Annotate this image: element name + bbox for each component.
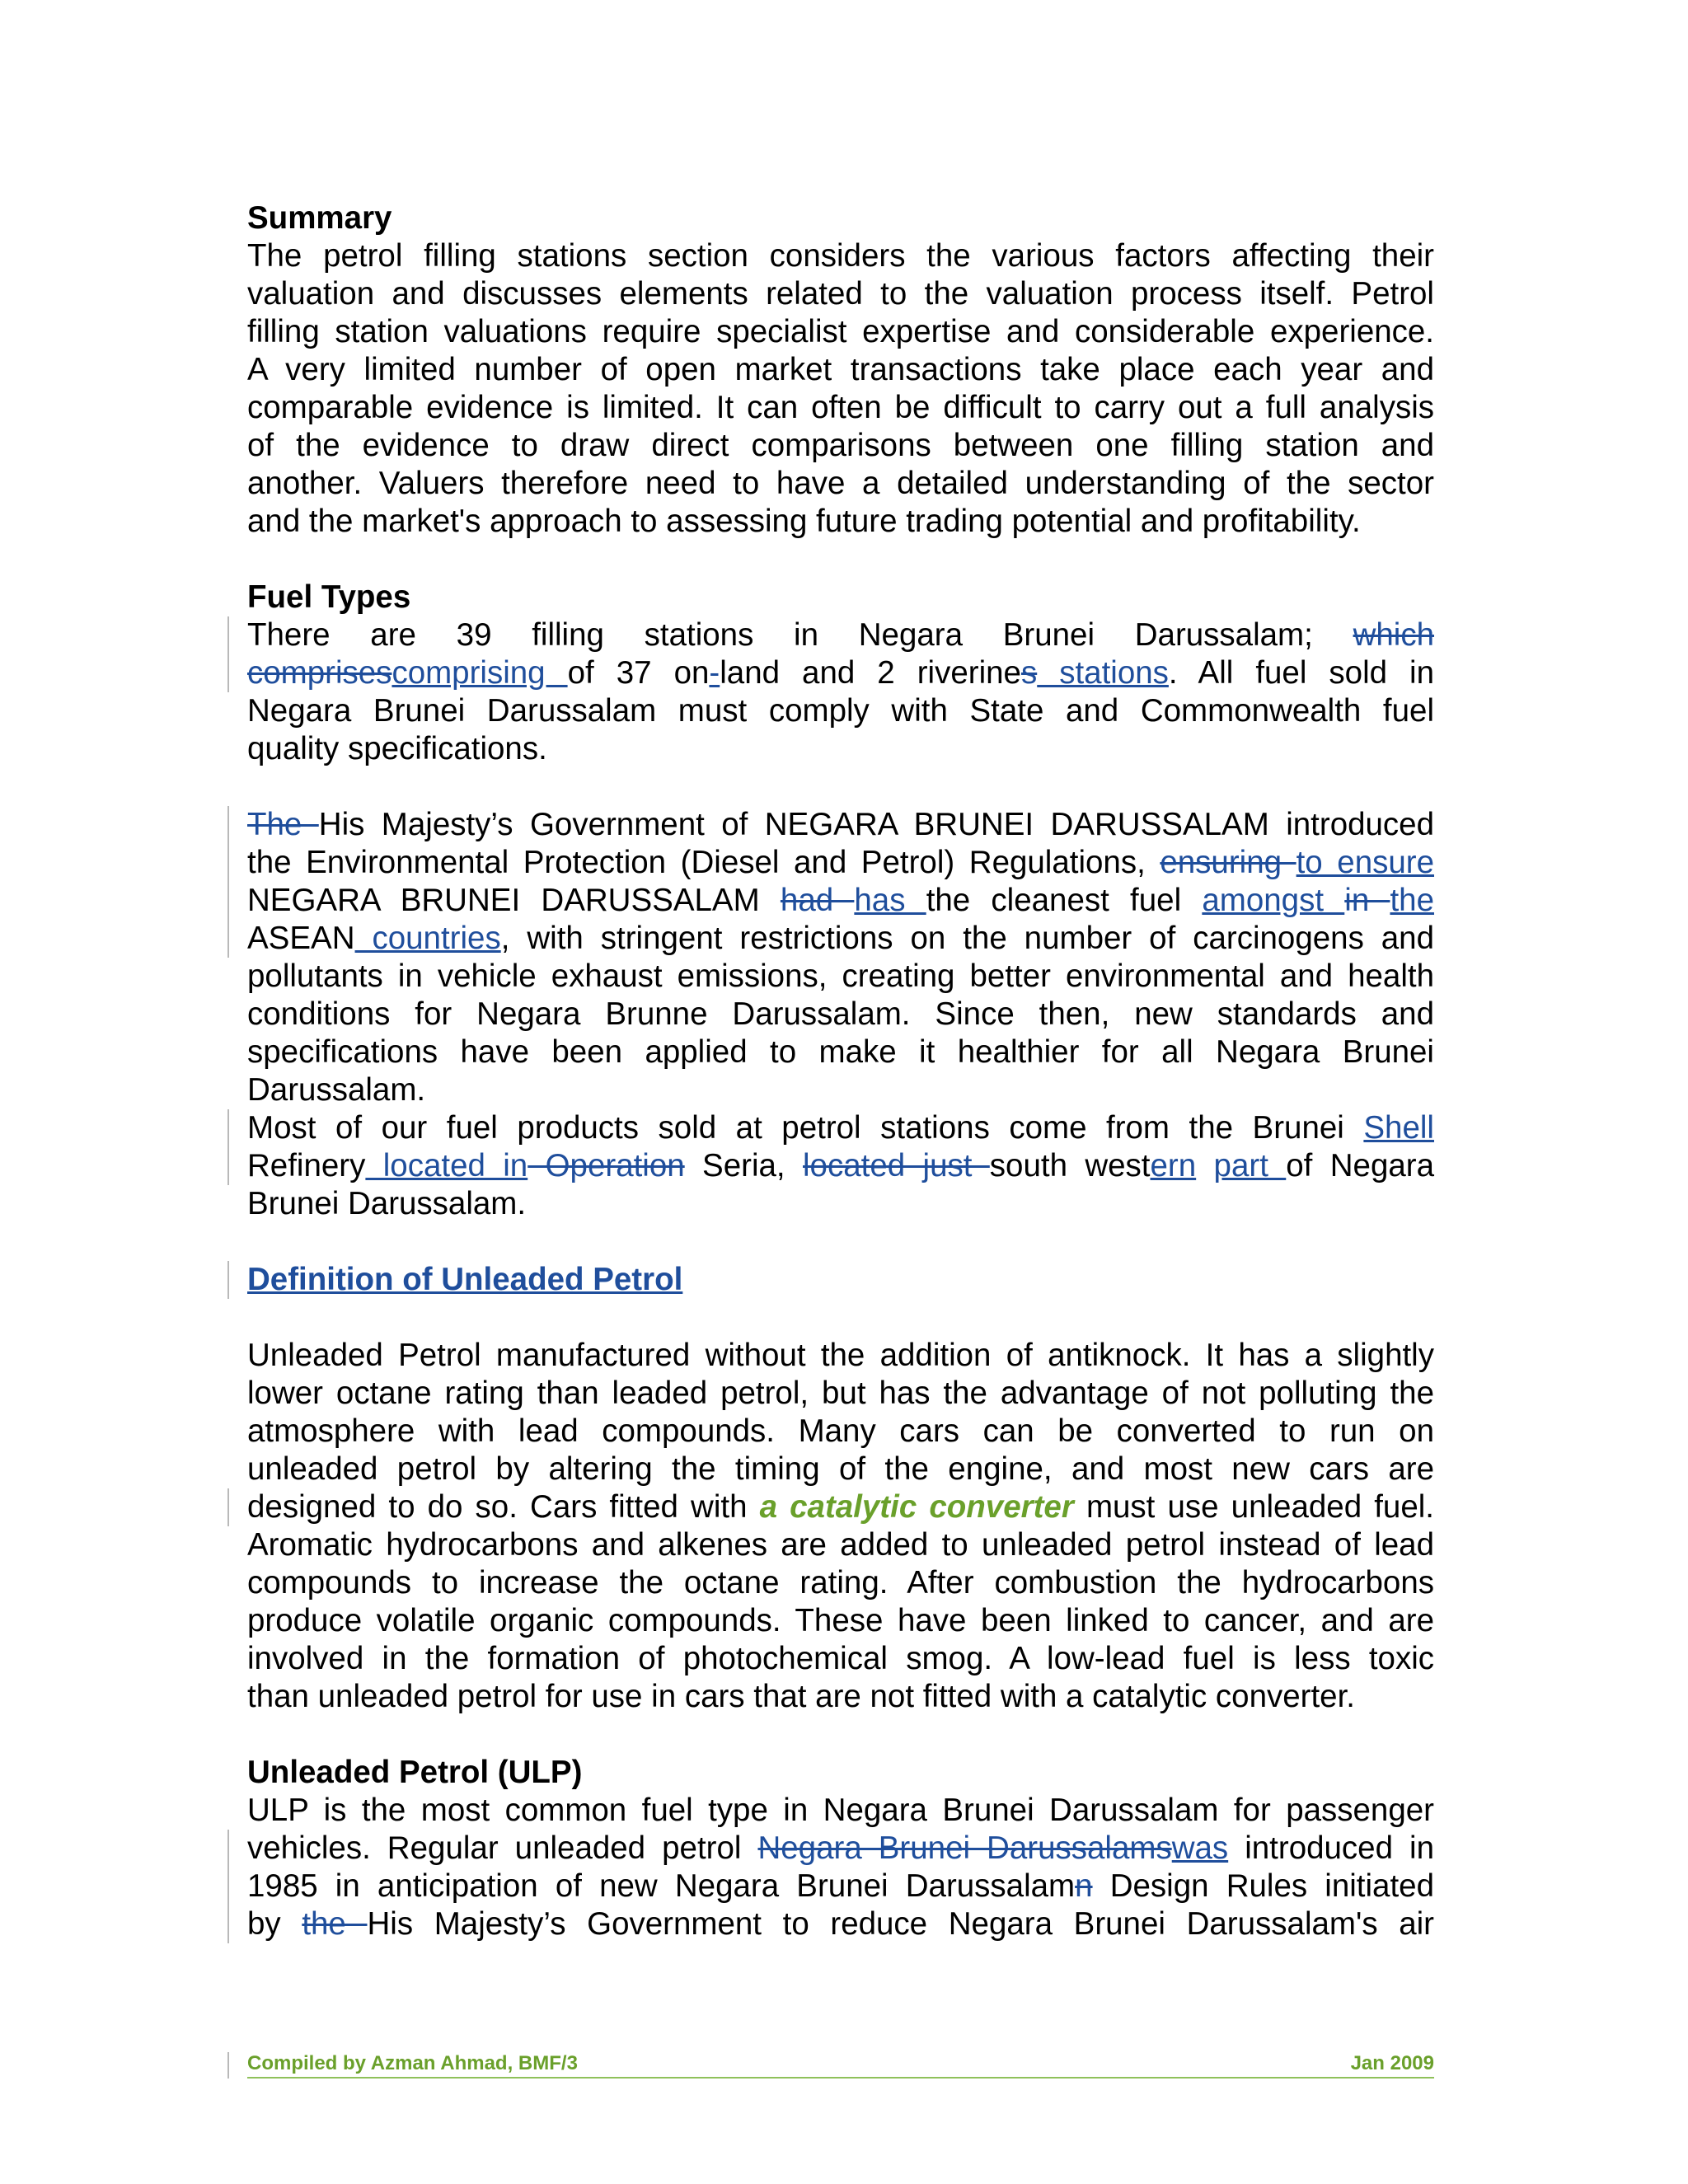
- text-run: , with stringent restrictions on the number of carcinogens and: [500, 921, 1434, 956]
- deleted-text: had: [780, 883, 855, 918]
- paragraph-line: conditions for Negara Brunne Darussalam. Since then, new standards and: [247, 996, 1434, 1032]
- fuel-types-heading: Fuel Types: [247, 579, 411, 615]
- paragraph-line: lower octane rating than leaded petrol, but has the advantage of not polluting the: [247, 1376, 1434, 1411]
- deleted-text: located just: [803, 1148, 990, 1183]
- paragraph-line: [247, 1868, 1434, 1905]
- text-run: land and 2 riverine: [720, 655, 1021, 691]
- footer-date: Jan 2009: [1350, 2052, 1434, 2074]
- inserted-text: ern: [1150, 1148, 1197, 1183]
- text-run: Refinery: [247, 1148, 366, 1183]
- paragraph-line: [247, 616, 1434, 654]
- text-run: Design Rules initiated: [1092, 1868, 1434, 1904]
- deleted-text: s: [1020, 655, 1038, 691]
- definition-heading-text[interactable]: Definition of Unleaded Petrol: [247, 1262, 683, 1297]
- paragraph-line: Negara Brunei Darussalam must comply with State and Commonwealth fuel: [247, 693, 1434, 729]
- change-bar: [227, 806, 229, 958]
- paragraph-line: [247, 1109, 1434, 1147]
- paragraph-line: Darussalam.: [247, 1072, 426, 1108]
- text-run: There are 39 filling stations in Negara Brunei Darussalam;: [247, 617, 1353, 653]
- footer-author: Compiled by Azman Ahmad, BMF/3: [247, 2052, 578, 2074]
- paragraph-line: [247, 920, 1434, 958]
- paragraph-line: ULP is the most common fuel type in Negara Brunei Darussalam for passenger: [247, 1793, 1434, 1828]
- deleted-text: ensuring: [1160, 845, 1296, 880]
- change-bar: [227, 1830, 229, 1943]
- definition-heading: [247, 1261, 1434, 1299]
- summary-line: comparable evidence is limited. It can often be difficult to carry out a full analysis: [247, 390, 1434, 425]
- text-run: [1196, 1148, 1213, 1183]
- paragraph-line: than unleaded petrol for use in cars that are not fitted with a catalytic converter.: [247, 1679, 1355, 1714]
- text-run: vehicles. Regular unleaded petrol: [247, 1830, 758, 1866]
- deleted-text: The: [247, 807, 319, 842]
- paragraph-line: specifications have been applied to make it healthier for all Negara Brunei: [247, 1034, 1434, 1070]
- paragraph-line: Brunei Darussalam.: [247, 1186, 527, 1221]
- summary-line: of the evidence to draw direct comparisons between one filling station and: [247, 428, 1434, 463]
- text-run: designed to do so. Cars fitted with: [247, 1489, 760, 1525]
- paragraph-line: [247, 1905, 1434, 1943]
- text-run: Most of our fuel products sold at petrol stations come from the Brunei: [247, 1110, 1364, 1146]
- paragraph-line: unleaded petrol by altering the timing of the engine, and most new cars are: [247, 1451, 1434, 1487]
- change-bar: [227, 1488, 229, 1526]
- deleted-text: comprises: [247, 655, 392, 691]
- paragraph-line: [247, 1147, 1434, 1185]
- paragraph-line: atmosphere with lead compounds. Many cars can be converted to run on: [247, 1413, 1434, 1449]
- paragraph-line: [247, 844, 1434, 882]
- summary-heading: Summary: [247, 200, 392, 236]
- emphasis-text: a catalytic converter: [759, 1489, 1074, 1525]
- summary-line: valuation and discusses elements related to the valuation process itself. Petrol: [247, 276, 1434, 312]
- summary-line: and the market's approach to assessing future trading potential and profitability.: [247, 504, 1361, 539]
- text-run: His Majesty’s Government of NEGARA BRUNEI DARUSSALAM introduced: [318, 807, 1434, 842]
- paragraph-line: pollutants in vehicle exhaust emissions, creating better environmental and health: [247, 958, 1434, 994]
- text-run: of 37 on: [567, 655, 710, 691]
- text-run: His Majesty’s Government to reduce Negara Brunei Darussalam's air: [367, 1906, 1435, 1942]
- paragraph-line: involved in the formation of photochemical smog. A low-lead fuel is less toxic: [247, 1641, 1434, 1676]
- text-run: . All fuel sold in: [1168, 655, 1435, 691]
- text-run: Seria,: [684, 1148, 803, 1183]
- change-bar: [227, 2052, 229, 2079]
- summary-line: another. Valuers therefore need to have a detailed understanding of the sector: [247, 466, 1434, 501]
- inserted-text: the: [1390, 883, 1434, 918]
- paragraph-line: compounds to increase the octane rating. After combustion the hydrocarbons: [247, 1565, 1434, 1601]
- text-run: of Negara: [1286, 1148, 1435, 1183]
- text-run: 1985 in anticipation of new Negara Brunei Darussalam: [247, 1868, 1076, 1904]
- paragraph-line: Unleaded Petrol manufactured without the addition of antiknock. It has a slightly: [247, 1338, 1434, 1373]
- change-bar: [227, 616, 229, 692]
- inserted-text: amongst: [1202, 883, 1345, 918]
- paragraph-line: [247, 654, 1434, 692]
- ulp-heading: Unleaded Petrol (ULP): [247, 1755, 583, 1790]
- summary-line: The petrol filling stations section considers the various factors affecting their: [247, 238, 1434, 274]
- deleted-text: Operation: [528, 1148, 685, 1183]
- text-run: NEGARA BRUNEI DARUSSALAM: [247, 883, 781, 918]
- inserted-text: countries: [354, 921, 501, 956]
- paragraph-line: [247, 806, 1434, 844]
- inserted-text: has: [854, 883, 926, 918]
- text-run: must use unleaded fuel.: [1073, 1489, 1435, 1525]
- inserted-text: part: [1213, 1148, 1287, 1183]
- deleted-text: the: [302, 1906, 368, 1942]
- summary-line: filling station valuations require specialist expertise and considerable experience.: [247, 314, 1434, 349]
- text-run: south west: [989, 1148, 1151, 1183]
- text-run: introduced in: [1228, 1830, 1434, 1866]
- paragraph-line: [247, 882, 1434, 920]
- inserted-text: to ensure: [1296, 845, 1434, 880]
- inserted-text: located in: [365, 1148, 528, 1183]
- change-bar: [227, 1261, 229, 1299]
- paragraph-line: Aromatic hydrocarbons and alkenes are added to unleaded petrol instead of lead: [247, 1527, 1434, 1563]
- paragraph-line: [247, 1488, 1434, 1526]
- deleted-text: which: [1353, 617, 1434, 653]
- text-run: the cleanest fuel: [926, 883, 1203, 918]
- paragraph-line: produce volatile organic compounds. These have been linked to cancer, and are: [247, 1603, 1434, 1638]
- text-run: the Environmental Protection (Diesel and Petrol) Regulations,: [247, 845, 1160, 880]
- inserted-text: stations: [1037, 655, 1169, 691]
- deleted-text: Negara Brunei Darussalams: [757, 1830, 1172, 1866]
- deleted-text: in: [1344, 883, 1390, 918]
- text-run: ASEAN: [247, 921, 355, 956]
- inserted-text: Shell: [1363, 1110, 1434, 1146]
- text-run: by: [247, 1906, 302, 1942]
- paragraph-line: quality specifications.: [247, 731, 547, 766]
- summary-line: A very limited number of open market transactions take place each year and: [247, 352, 1434, 387]
- inserted-text: was: [1171, 1830, 1229, 1866]
- page-footer: [247, 2052, 1434, 2079]
- paragraph-line: [247, 1830, 1434, 1868]
- deleted-text: n: [1075, 1868, 1093, 1904]
- inserted-text: comprising: [392, 655, 568, 691]
- change-bar: [227, 1109, 229, 1185]
- inserted-text: -: [709, 655, 720, 691]
